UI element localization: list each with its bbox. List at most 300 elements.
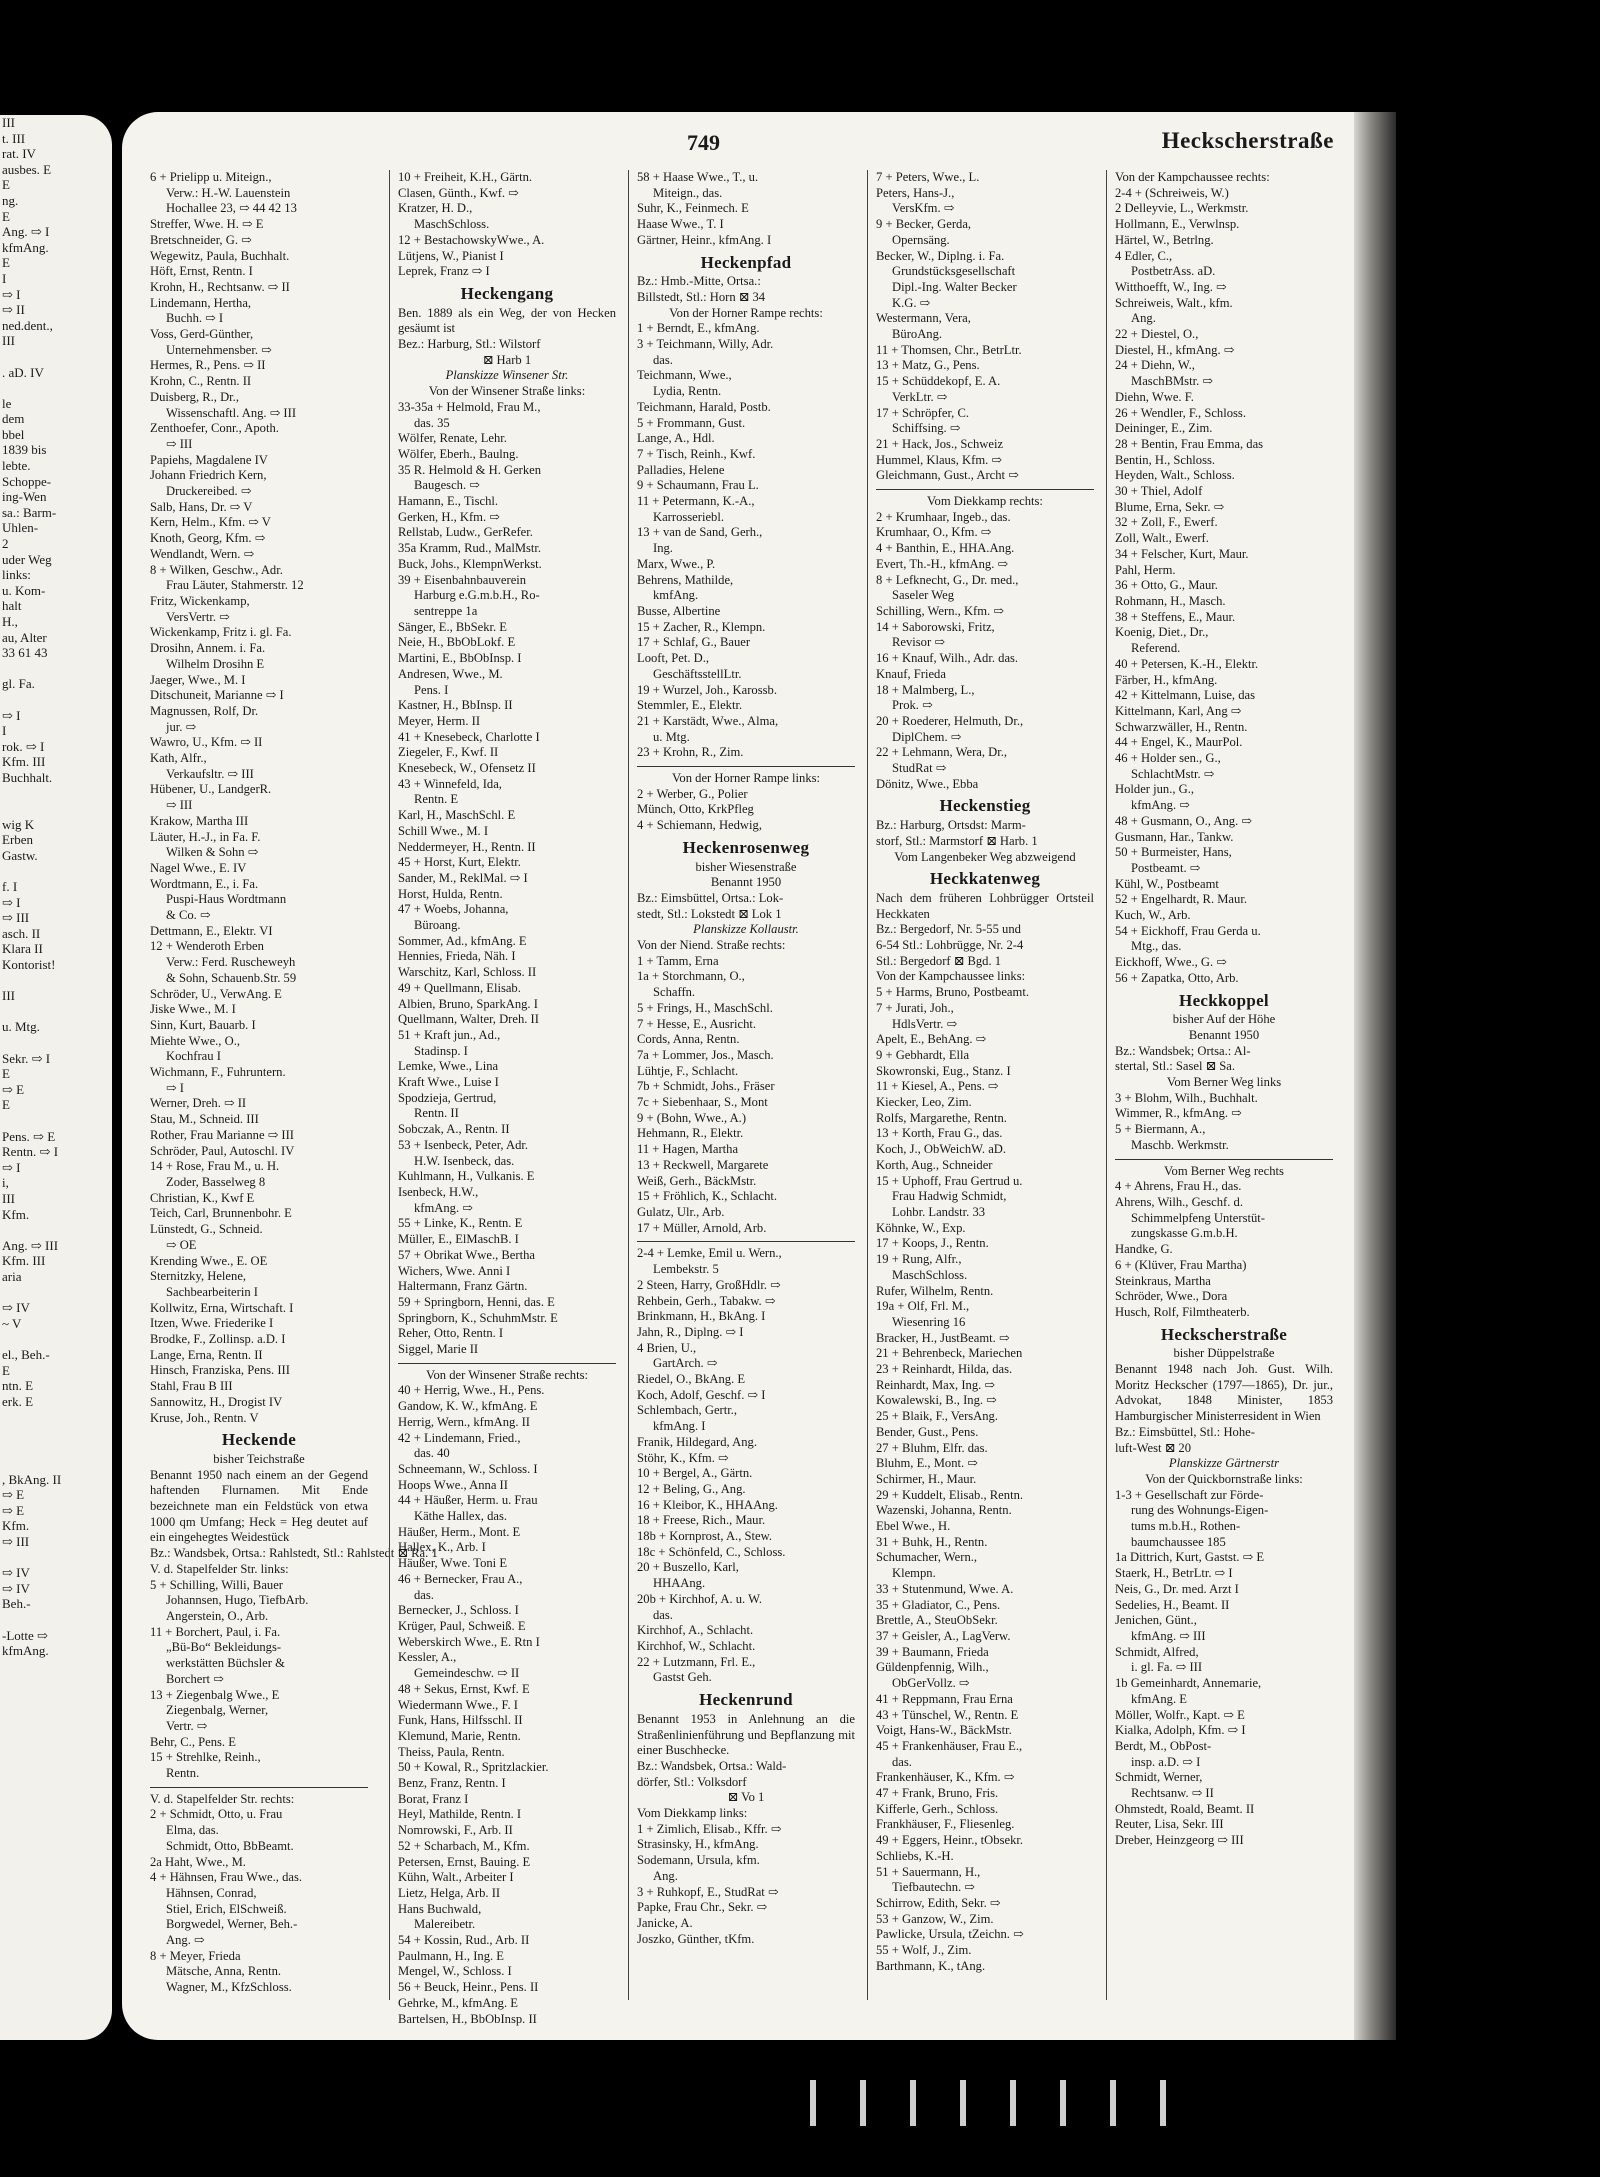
directory-entry: Bez.: Harburg, Stl.: Wilstorf — [398, 337, 541, 352]
directory-entry: 5 + Frings, H., MaschSchl. — [637, 1000, 773, 1015]
directory-entry: Hübener, U., LandgerR. — [150, 782, 272, 797]
directory-entry: 39 + Eisenbahnbauverein — [398, 572, 527, 587]
directory-entry: 4 + Hähnsen, Frau Wwe., das. — [150, 1870, 303, 1885]
directory-entry: Bz.: Eimsbüttel, Ortsa.: Lok- — [637, 890, 784, 905]
directory-entry: Duisberg, R., Dr., — [150, 389, 239, 404]
directory-entry: 32 + Zoll, F., Ewerf. — [1115, 515, 1218, 530]
street-heading: Heckende — [221, 1430, 297, 1450]
directory-entry: Riedel, O., BkAng. E — [637, 1372, 746, 1387]
directory-entry: Lydia, Rentn. — [653, 384, 722, 399]
directory-entry: 12 + BestachowskyWwe., A. — [398, 232, 545, 247]
fragment-line — [0, 1440, 112, 1456]
directory-entry: Gemeindeschw. ⇨ II — [414, 1666, 520, 1681]
directory-entry: Behrens, Mathilde, — [637, 572, 734, 587]
street-heading: Heckkoppel — [1179, 990, 1269, 1010]
directory-entry: Zenthoefer, Conr., Apoth. — [150, 421, 279, 436]
directory-entry: Petersen, Ernst, Bauing. E — [398, 1854, 531, 1869]
directory-entry: MaschSchloss. — [892, 1267, 968, 1282]
directory-entry: Billstedt, Stl.: Horn ⊠ 34 — [637, 289, 766, 304]
directory-entry: sentreppe 1a — [414, 603, 478, 618]
street-description: Ben. 1889 als ein Weg, der von Hecken gesäumt ist — [398, 305, 616, 336]
directory-entry: 31 + Buhk, H., Rentn. — [876, 1534, 988, 1549]
directory-entry: Spodzieja, Gertrud, — [398, 1090, 497, 1105]
directory-entry: Drosihn, Annem. i. Fa. — [150, 641, 266, 656]
fragment-line: E — [2, 255, 10, 271]
directory-entry: Hans Buchwald, — [398, 1901, 482, 1916]
directory-entry: Pahl, Herm. — [1115, 562, 1176, 577]
directory-entry: 5 + Biermann, A., — [1115, 1122, 1206, 1137]
fragment-line: Kfm. — [2, 1206, 30, 1222]
directory-entry: Bz.: Eimsbüttel, Stl.: Hohe- — [1115, 1424, 1255, 1439]
directory-entry: Bernecker, J., Schloss. I — [398, 1603, 519, 1618]
directory-entry: Karl, H., MaschSchl. E — [398, 808, 516, 823]
directory-entry: SchlachtMstr. ⇨ — [1131, 766, 1215, 781]
fragment-line: E — [2, 1066, 10, 1082]
directory-entry: 52 + Scharbach, M., Kfm. — [398, 1838, 530, 1853]
directory-entry: Ahrens, Wilh., Geschf. d. — [1115, 1195, 1243, 1209]
directory-entry: Druckereibed. ⇨ — [166, 484, 252, 499]
directory-entry: Neis, G., Dr. med. Arzt I — [1115, 1581, 1239, 1596]
directory-entry: baumchaussee 185 — [1131, 1534, 1226, 1549]
directory-entry: H.W. Isenbeck, das. — [414, 1153, 515, 1168]
directory-entry: Bretschneider, G. ⇨ — [150, 232, 252, 247]
directory-entry: MaschSchloss. — [414, 217, 490, 232]
directory-entry: 50 + Burmeister, Hans, — [1115, 845, 1232, 860]
column-4 — [867, 170, 1094, 2000]
directory-entry: Wazenski, Johanna, Rentn. — [876, 1503, 1012, 1518]
directory-entry: Weiß, Gerh., BäckMstr. — [637, 1173, 757, 1188]
fragment-line: le — [2, 395, 12, 411]
directory-entry: Ohmstedt, Roald, Beamt. II — [1115, 1801, 1255, 1816]
directory-entry: werkstätten Büchsler & — [166, 1656, 285, 1671]
street-heading: Heckenstieg — [939, 796, 1031, 816]
directory-entry: Rechtsanw. ⇨ II — [1131, 1786, 1214, 1801]
directory-entry: Koenig, Diet., Dr., — [1115, 625, 1209, 640]
fragment-line: III — [2, 988, 15, 1004]
directory-entry: Schilling, Wern., Kfm. ⇨ — [876, 603, 1004, 618]
directory-entry: Miteign., das. — [653, 185, 723, 200]
directory-entry: Bz.: Harburg, Ortsdst: Marm- — [876, 818, 1026, 833]
directory-entry: Witthoefft, W., Ing. ⇨ — [1115, 279, 1227, 294]
directory-entry: Opernsäng. — [892, 232, 950, 247]
directory-entry: ⇨ III — [166, 798, 193, 813]
directory-entry: 1-3 + Gesellschaft zur Förde- — [1115, 1487, 1264, 1502]
directory-entry: 15 + Strehlke, Reinh., — [150, 1750, 261, 1765]
directory-entry: Ang. — [653, 1868, 678, 1883]
directory-entry: 21 + Hack, Jos., Schweiz — [876, 436, 1004, 451]
directory-entry: das. — [653, 352, 673, 367]
fragment-line — [0, 864, 112, 880]
fragment-line: u. Mtg. — [2, 1019, 40, 1035]
directory-entry: Knesebeck, W., Ofensetz II — [398, 761, 536, 776]
fragment-line: halt — [2, 598, 22, 614]
directory-entry: Borgwedel, Werner, Beh.- — [166, 1917, 298, 1932]
section-divider — [876, 489, 1094, 490]
directory-entry: Herrig, Wern., kfmAng. II — [398, 1414, 531, 1429]
directory-entry: Ditschuneit, Marianne ⇨ I — [150, 688, 284, 703]
directory-entry: Schmidt, Alfred, — [1115, 1644, 1199, 1659]
directory-entry: VerkLtr. ⇨ — [892, 389, 948, 404]
section-label: Von der Quickbornstraße links: — [1145, 1471, 1303, 1486]
directory-entry: kfmAng. I — [653, 1419, 706, 1434]
directory-entry: Höft, Ernst, Rentn. I — [150, 264, 253, 279]
fragment-line: ⇨ E — [2, 1487, 25, 1503]
directory-entry: Hollmann, E., Verwlnsp. — [1115, 217, 1240, 232]
directory-entry: 42 + Lindemann, Fried., — [398, 1430, 521, 1445]
directory-entry: Güldenpfennig, Wilh., — [876, 1660, 989, 1675]
directory-entry: Zoll, Walt., Ewerf. — [1115, 531, 1209, 546]
directory-entry: Kiecker, Leo, Zim. — [876, 1095, 972, 1110]
directory-entry: 15 + Uphoff, Frau Gertrud u. — [876, 1173, 1023, 1188]
directory-entry: 22 + Lutzmann, Frl. E., — [637, 1654, 756, 1669]
section-label: Vom Berner Weg rechts — [1164, 1163, 1284, 1178]
directory-entry: Harburg e.G.m.b.H., Ro- — [414, 588, 540, 603]
directory-entry: das. — [653, 1607, 673, 1622]
directory-entry: 47 + Frank, Bruno, Fris. — [876, 1786, 999, 1801]
directory-entry: Blume, Erna, Sekr. ⇨ — [1115, 499, 1225, 514]
directory-entry: Stadinsp. I — [414, 1043, 468, 1058]
directory-entry: insp. a.D. ⇨ I — [1131, 1754, 1201, 1769]
directory-entry: Evert, Th.-H., kfmAng. ⇨ — [876, 556, 1009, 571]
fragment-line: III — [2, 115, 15, 130]
directory-entry: Frankhäuser, F., Fliesenleg. — [876, 1817, 1015, 1832]
street-note: bisher Auf der Höhe — [1172, 1012, 1276, 1027]
fragment-line: asch. II — [2, 925, 41, 941]
directory-entry: Lünstedt, G., Schneid. — [150, 1222, 263, 1237]
directory-entry: 17 + Müller, Arnold, Arb. — [637, 1220, 767, 1235]
directory-entry: Nomrowski, F., Arb. II — [398, 1823, 513, 1838]
fragment-line — [0, 1550, 112, 1566]
directory-entry: 6-54 Stl.: Lohbrügge, Nr. 2-4 — [876, 938, 1024, 953]
directory-entry: Klempn. — [892, 1566, 936, 1581]
directory-entry: 21 + Behrenbeck, Mariechen — [876, 1346, 1023, 1361]
directory-entry: 30 + Thiel, Adolf — [1115, 484, 1203, 499]
directory-entry: Buchh. ⇨ I — [166, 311, 224, 326]
directory-entry: Sachbearbeiterin I — [166, 1284, 258, 1299]
fragment-line: ausbes. E — [2, 161, 52, 177]
directory-entry: Haase Wwe., T. I — [637, 217, 724, 232]
directory-entry: 46 + Bernecker, Frau A., — [398, 1571, 523, 1586]
directory-entry: Leprek, Franz ⇨ I — [398, 264, 490, 279]
directory-entry: & Sohn, Schauenb.Str. 59 — [166, 970, 297, 985]
fragment-line — [0, 1113, 112, 1129]
street-note: bisher Teichstraße — [213, 1451, 305, 1466]
fragment-line: Rentn. ⇨ I — [2, 1144, 59, 1160]
street-note: Benannt 1950 — [710, 875, 782, 890]
directory-entry: 15 + Fröhlich, K., Schlacht. — [637, 1189, 778, 1204]
directory-entry: Lembekstr. 5 — [653, 1262, 719, 1277]
directory-entry: kmfAng. — [653, 588, 699, 603]
fragment-line: Klara II — [2, 941, 43, 957]
street-description: Benannt 1950 nach einem an der Gegend haftenden Flurnamen. Mit Ende bezeichnete man ein Feldstück von etwa 1000 qm Umfang; Heck = Heg deutet auf ein eingehegtes Weidestück — [150, 1467, 368, 1545]
directory-entry: 2 + Krumhaar, Ingeb., das. — [876, 509, 1011, 524]
directory-entry: Hochallee 23, ⇨ 44 42 13 — [166, 201, 297, 216]
directory-entry: Gerken, H., Kfm. ⇨ — [398, 509, 500, 524]
fragment-line: ntn. E — [2, 1378, 34, 1394]
directory-entry: Busse, Albertine — [637, 603, 721, 618]
directory-entry: Stl.: Bergedorf ⊠ Bgd. 1 — [876, 953, 1002, 968]
directory-entry: Franik, Hildegard, Ang. — [637, 1434, 757, 1449]
directory-entry: Sobczak, A., Rentn. II — [398, 1122, 510, 1137]
directory-entry: Johann Friedrich Kern, — [150, 468, 267, 483]
directory-entry: Frankenhäuser, K., Kfm. ⇨ — [876, 1770, 1015, 1785]
directory-entry: 35a Kramm, Rud., MalMstr. — [398, 541, 542, 556]
directory-entry: Korth, Aug., Schneider — [876, 1157, 993, 1172]
directory-entry: 14 + Rose, Frau M., u. H. — [150, 1159, 280, 1174]
fragment-line: au, Alter — [2, 629, 47, 645]
directory-entry: Johannsen, Hugo, TiefbArb. — [166, 1593, 309, 1608]
directory-entry: Schiffsing. ⇨ — [892, 421, 961, 436]
directory-entry: das. 40 — [414, 1446, 450, 1461]
directory-entry: Von der Kampchaussee links: — [876, 969, 1026, 984]
directory-entry: Holder jun., G., — [1115, 782, 1195, 797]
directory-entry: Von der Niend. Straße rechts: — [637, 938, 786, 953]
directory-entry: Rufer, Wilhelm, Rentn. — [876, 1283, 994, 1298]
section-label: ⊠ Harb 1 — [482, 352, 532, 367]
directory-entry: Suhr, K., Feinmech. E — [637, 201, 749, 216]
street-heading: Heckenrosenweg — [682, 837, 810, 857]
directory-entry: 23 + Krohn, R., Zim. — [637, 745, 744, 760]
directory-entry: Kath, Alfr., — [150, 751, 207, 766]
directory-entry: 54 + Eickhoff, Frau Gerda u. — [1115, 923, 1261, 938]
fragment-line: ⇨ I — [2, 707, 21, 723]
directory-entry: Schirmer, H., Maur. — [876, 1471, 977, 1486]
fragment-line: Pens. ⇨ E — [2, 1128, 56, 1144]
fragment-line — [0, 1004, 112, 1020]
directory-entry: Wölfer, Eberh., Baulng. — [398, 446, 519, 461]
fragment-line: ⇨ III — [2, 1534, 30, 1550]
directory-entry: Kühn, Walt., Arbeiter I — [398, 1870, 514, 1885]
directory-entry: Dipl.-Ing. Walter Becker — [892, 279, 1017, 294]
fragment-line: Erben — [2, 832, 34, 848]
fragment-line: E — [2, 1362, 10, 1378]
directory-entry: Tiefbautechn. ⇨ — [892, 1880, 975, 1895]
directory-entry: Kühl, W., Postbeamt — [1115, 876, 1219, 891]
directory-entry: 44 + Häußer, Herm. u. Frau — [398, 1493, 538, 1508]
directory-entry: V. d. Stapelfelder Str. rechts: — [150, 1791, 295, 1806]
directory-entry: 35 R. Helmold & H. Gerken — [398, 462, 542, 477]
directory-entry: 4 + Banthin, E., HHA.Ang. — [876, 541, 1015, 556]
fragment-line: i, — [2, 1175, 9, 1191]
directory-entry: Hinsch, Franziska, Pens. III — [150, 1363, 290, 1378]
directory-entry: 2 + Werber, G., Polier — [637, 786, 748, 801]
directory-entry: Wichers, Wwe. Anni I — [398, 1263, 511, 1278]
directory-entry: Jaeger, Wwe., M. I — [150, 672, 246, 687]
directory-entry: 53 + Isenbeck, Peter, Adr. — [398, 1137, 529, 1152]
directory-entry: 9 + Gebhardt, Ella — [876, 1047, 970, 1062]
fragment-line: ⇨ II — [2, 302, 25, 318]
directory-entry: 19a + Olf, Frl. M., — [876, 1299, 970, 1314]
directory-entry: GeschäftsstellLtr. — [653, 666, 742, 681]
fragment-line: 2 — [2, 536, 9, 552]
directory-entry: Unternehmensber. ⇨ — [166, 342, 272, 357]
fragment-line: rok. ⇨ I — [2, 738, 45, 754]
directory-entry: Gleichmann, Gust., Archt ⇨ — [876, 468, 1019, 483]
directory-entry: Schröder, U., VerwAng. E — [150, 986, 282, 1001]
directory-entry: Stahl, Frau B III — [150, 1379, 233, 1394]
directory-entry: Krending Wwe., E. OE — [150, 1253, 268, 1268]
directory-entry: 7a + Lommer, Jos., Masch. — [637, 1047, 774, 1062]
fragment-line: Schoppe- — [2, 473, 52, 489]
directory-entry: 1b Gemeinhardt, Annemarie, — [1115, 1676, 1262, 1691]
directory-entry: Joszko, Günther, tKfm. — [637, 1931, 755, 1946]
directory-entry: 8 + Lefknecht, G., Dr. med., — [876, 572, 1019, 587]
directory-entry: Albien, Bruno, SparkAng. I — [398, 996, 538, 1011]
directory-entry: Wilhelm Drosihn E — [166, 656, 265, 671]
directory-entry: Schlembach, Gertr., — [637, 1403, 738, 1418]
directory-entry: 55 + Wolf, J., Zim. — [876, 1943, 972, 1958]
directory-entry: 4 + Ahrens, Frau H., das. — [1115, 1179, 1242, 1194]
directory-entry: Rother, Frau Marianne ⇨ III — [150, 1127, 294, 1142]
directory-entry: 2-4 + (Schreiweis, W.) — [1115, 185, 1229, 200]
street-description: Benannt 1953 in Anlehnung an die Straßenlinienführung und Bepflanzung mit einer Buschhecke. — [637, 1711, 855, 1758]
fragment-line — [0, 692, 112, 708]
fragment-line — [0, 1222, 112, 1238]
directory-entry: Karrosseriebl. — [653, 509, 724, 524]
section-divider — [637, 766, 855, 767]
directory-entry: Baugesch. ⇨ — [414, 478, 480, 493]
directory-entry: Peters, Hans-J., — [876, 185, 955, 200]
directory-entry: Kowalewski, B., Ing. ⇨ — [876, 1393, 997, 1408]
directory-entry: 24 + Diehn, W., — [1115, 358, 1195, 373]
directory-entry: Mtg., das. — [1131, 939, 1182, 954]
street-note: Benannt 1950 — [1188, 1027, 1260, 1042]
street-heading: Heckenpfad — [700, 252, 792, 272]
fragment-line — [0, 1456, 112, 1472]
street-heading: Heckenrund — [699, 1690, 793, 1710]
directory-entry: Sternitzky, Helene, — [150, 1269, 247, 1284]
directory-entry: 7 + Tisch, Reinh., Kwf. — [637, 446, 756, 461]
directory-entry: Käthe Hallex, das. — [414, 1509, 508, 1524]
fragment-line: erk. E — [2, 1393, 34, 1409]
directory-entry: 5 + Harms, Bruno, Postbeamt. — [876, 985, 1029, 1000]
fragment-line: ⇨ IV — [2, 1300, 30, 1316]
directory-entry: & Co. ⇨ — [166, 908, 211, 923]
directory-entry: Marx, Wwe., P. — [637, 556, 716, 571]
directory-entry: Jiske Wwe., M. I — [150, 1002, 236, 1017]
directory-entry: Schneemann, W., Schloss. I — [398, 1461, 538, 1476]
directory-entry: u. Mtg. — [653, 729, 690, 744]
directory-entry: 16 + Knauf, Wilh., Adr. das. — [876, 651, 1019, 666]
directory-entry: Fritz, Wickenkamp, — [150, 593, 250, 608]
directory-entry: Siggel, Marie II — [398, 1342, 479, 1357]
directory-entry: ⇨ I — [166, 1080, 184, 1095]
directory-entry: Borat, Franz I — [398, 1791, 469, 1806]
directory-entry: 4 + Schiemann, Hedwig, — [637, 818, 762, 833]
directory-entry: Bluhm, E., Mont. ⇨ — [876, 1456, 978, 1471]
directory-entry: 11 + Petermann, K.-A., — [637, 494, 755, 509]
directory-entry: Zoder, Basselweg 8 — [166, 1175, 266, 1189]
directory-entry: 35 + Gladiator, C., Pens. — [876, 1597, 1001, 1612]
fragment-line: rat. IV — [2, 146, 36, 162]
fragment-line: 33 61 43 — [2, 645, 48, 661]
directory-entry: Eickhoff, Wwe., G. ⇨ — [1115, 955, 1227, 970]
directory-entry: Mengel, W., Schloss. I — [398, 1964, 512, 1979]
directory-entry: Bz.: Hmb.-Mitte, Ortsa.: — [637, 274, 761, 289]
fragment-line: ⇨ III — [2, 910, 30, 926]
directory-entry: Meyer, Herm. II — [398, 713, 481, 728]
directory-entry: Sänger, E., BbSekr. E — [398, 619, 507, 634]
directory-entry: 17 + Schröpfer, C. — [876, 405, 969, 420]
directory-entry: Haltermann, Franz Gärtn. — [398, 1279, 528, 1294]
directory-entry: 23 + Reinhardt, Hilda, das. — [876, 1362, 1013, 1377]
directory-entry: Lemke, Wwe., Lina — [398, 1059, 499, 1074]
fragment-line — [0, 973, 112, 989]
directory-entry: Läuter, H.-J., in Fa. F. — [150, 829, 261, 844]
fragment-line: E — [2, 1097, 10, 1113]
directory-entry: Rentn. — [166, 1766, 200, 1781]
running-head: Heckscherstraße — [1161, 128, 1334, 153]
fragment-line: aria — [2, 1268, 22, 1284]
directory-entry: Schumacher, Wern., — [876, 1550, 978, 1565]
directory-entry: Knoth, Georg, Kfm. ⇨ — [150, 531, 266, 546]
directory-entry: 56 + Zapatka, Otto, Arb. — [1115, 970, 1239, 985]
fragment-line: ⇨ E — [2, 1502, 25, 1518]
directory-entry: Schröder, Wwe., Dora — [1115, 1289, 1228, 1304]
directory-entry: 10 + Bergel, A., Gärtn. — [637, 1466, 753, 1481]
directory-entry: 28 + Bentin, Frau Emma, das — [1115, 436, 1264, 451]
map-reference: Planskizze Winsener Str. — [445, 368, 569, 383]
directory-entry: Bz.: Wandsbek; Ortsa.: Al- — [1115, 1043, 1251, 1058]
directory-entry: Diestel, H., kfmAng. ⇨ — [1115, 342, 1235, 357]
directory-entry: rung des Wohnungs-Eigen- — [1131, 1503, 1269, 1518]
directory-entry: Malereibetr. — [414, 1917, 476, 1932]
directory-entry: Vertr. ⇨ — [166, 1718, 208, 1733]
directory-entry: 20 + Roederer, Helmuth, Dr., — [876, 713, 1024, 728]
directory-entry: Möller, Wolfr., Kapt. ⇨ E — [1115, 1707, 1245, 1722]
directory-entry: Elma, das. — [166, 1823, 219, 1838]
directory-entry: Pawlicke, Ursula, tZeichn. ⇨ — [876, 1927, 1024, 1942]
section-label: Von der Winsener Straße rechts: — [425, 1367, 588, 1382]
directory-entry: 41 + Knesebeck, Charlotte I — [398, 729, 540, 744]
directory-entry: Reher, Otto, Rentn. I — [398, 1326, 504, 1341]
directory-entry: 48 + Gusmann, O., Ang. ⇨ — [1115, 813, 1252, 828]
directory-entry: Wendlandt, Wern. ⇨ — [150, 546, 255, 561]
directory-entry: Sinn, Kurt, Bauarb. I — [150, 1017, 256, 1032]
directory-entry: ⇨ III — [166, 436, 193, 451]
directory-entry: Berdt, M., ObPost- — [1115, 1738, 1212, 1753]
directory-entry: Clasen, Günth., Kwf. ⇨ — [398, 185, 519, 200]
directory-entry: Andresen, Wwe., M. — [398, 666, 503, 681]
directory-entry: Isenbeck, H.W., — [398, 1185, 479, 1199]
directory-entry: Schimmelpfeng Unterstüt- — [1131, 1210, 1265, 1225]
directory-entry: Stiel, Erich, ElSchweiß. — [166, 1901, 287, 1916]
directory-entry: 53 + Ganzow, W., Zim. — [876, 1911, 994, 1926]
directory-entry: 55 + Linke, K., Rentn. E — [398, 1216, 523, 1231]
directory-entry: Ebel Wwe., H. — [876, 1519, 951, 1534]
directory-entry: V. d. Stapelfelder Str. links: — [150, 1561, 289, 1576]
directory-entry: Krumhaar, O., Kfm. ⇨ — [876, 525, 992, 540]
directory-entry: Lietz, Helga, Arb. II — [398, 1885, 501, 1900]
directory-entry: Schmidt, Werner, — [1115, 1770, 1203, 1785]
fragment-line — [0, 1331, 112, 1347]
directory-entry: 20 + Buszello, Karl, — [637, 1560, 739, 1575]
section-label: Vom Berner Weg links — [1166, 1075, 1282, 1090]
directory-entry: 47 + Woebs, Johanna, — [398, 902, 509, 917]
fragment-line: Buchhalt. — [2, 769, 53, 785]
directory-entry: stedt, Stl.: Lokstedt ⊠ Lok 1 — [637, 906, 782, 921]
fragment-line: ⇨ I — [2, 1159, 21, 1175]
directory-entry: 18 + Malmberg, L., — [876, 682, 975, 697]
directory-entry: Gastst Geh. — [653, 1670, 712, 1685]
directory-entry: Gehrke, M., kfmAng. E — [398, 1995, 518, 2010]
directory-entry: 6 + Prielipp u. Miteign., — [150, 170, 272, 184]
directory-entry: Wordtmann, E., i. Fa. — [150, 876, 259, 891]
fragment-line: . aD. IV — [2, 364, 44, 380]
directory-entry: Puspi-Haus Wordtmann — [166, 892, 287, 907]
directory-entry: Handke, G. — [1115, 1242, 1173, 1257]
directory-entry: Gulatz, Ulr., Arb. — [637, 1205, 725, 1219]
